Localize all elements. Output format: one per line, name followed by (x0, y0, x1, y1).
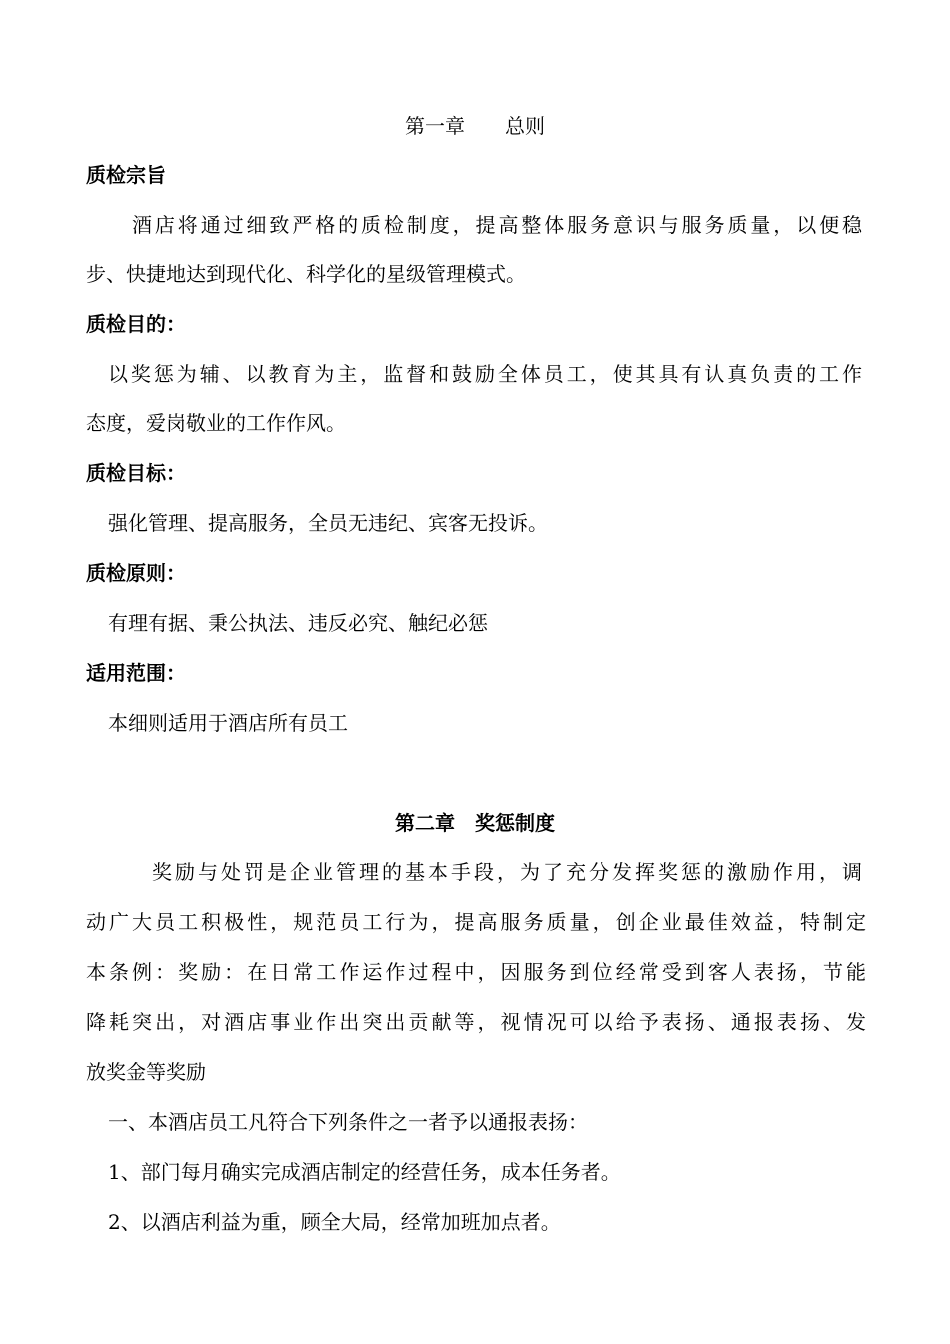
section-heading-goal: 质检目的： (86, 312, 186, 336)
chapter-1-title: 第一章 总则 (405, 114, 545, 138)
section-body-line: 以奖惩为辅、以教育为主，监督和鼓励全体员工，使其具有认真负责的工作 (108, 362, 862, 386)
chapter-2-intro-line: 放奖金等奖励 (86, 1060, 206, 1084)
section-body-line: 酒店将通过细致严格的质检制度，提高整体服务意识与服务质量，以便稳 (132, 213, 862, 237)
section-heading-target: 质检目标： (86, 461, 186, 485)
list-item: 一、本酒店员工凡符合下列条件之一者予以通报表扬： (108, 1110, 588, 1134)
section-body-line: 态度，爱岗敬业的工作作风。 (86, 411, 346, 435)
list-item: 2、以酒店利益为重，顾全大局，经常加班加点者。 (108, 1210, 561, 1234)
list-item: 1、部门每月确实完成酒店制定的经营任务，成本任务者。 (108, 1160, 621, 1184)
section-heading-scope: 适用范围： (86, 661, 186, 685)
section-heading-principle: 质检原则： (86, 561, 186, 585)
section-body-line: 步、快捷地达到现代化、科学化的星级管理模式。 (86, 262, 526, 286)
chapter-2-intro-line: 动广大员工积极性，规范员工行为，提高服务质量，创企业最佳效益，特制定 (86, 910, 866, 934)
section-body-line: 有理有据、秉公执法、违反必究、触纪必惩 (108, 611, 488, 635)
chapter-2-intro-line: 奖励与处罚是企业管理的基本手段，为了充分发挥奖惩的激励作用，调 (152, 860, 862, 884)
section-body-line: 本细则适用于酒店所有员工 (108, 711, 348, 735)
chapter-2-intro-line: 本条例：奖励：在日常工作运作过程中，因服务到位经常受到客人表扬，节能 (86, 960, 866, 984)
section-body-line: 强化管理、提高服务，全员无违纪、宾客无投诉。 (108, 511, 548, 535)
chapter-2-title: 第二章 奖惩制度 (395, 811, 555, 835)
chapter-2-intro-line: 降耗突出，对酒店事业作出突出贡献等，视情况可以给予表扬、通报表扬、发 (86, 1010, 866, 1034)
section-heading-purpose: 质检宗旨 (86, 163, 166, 187)
